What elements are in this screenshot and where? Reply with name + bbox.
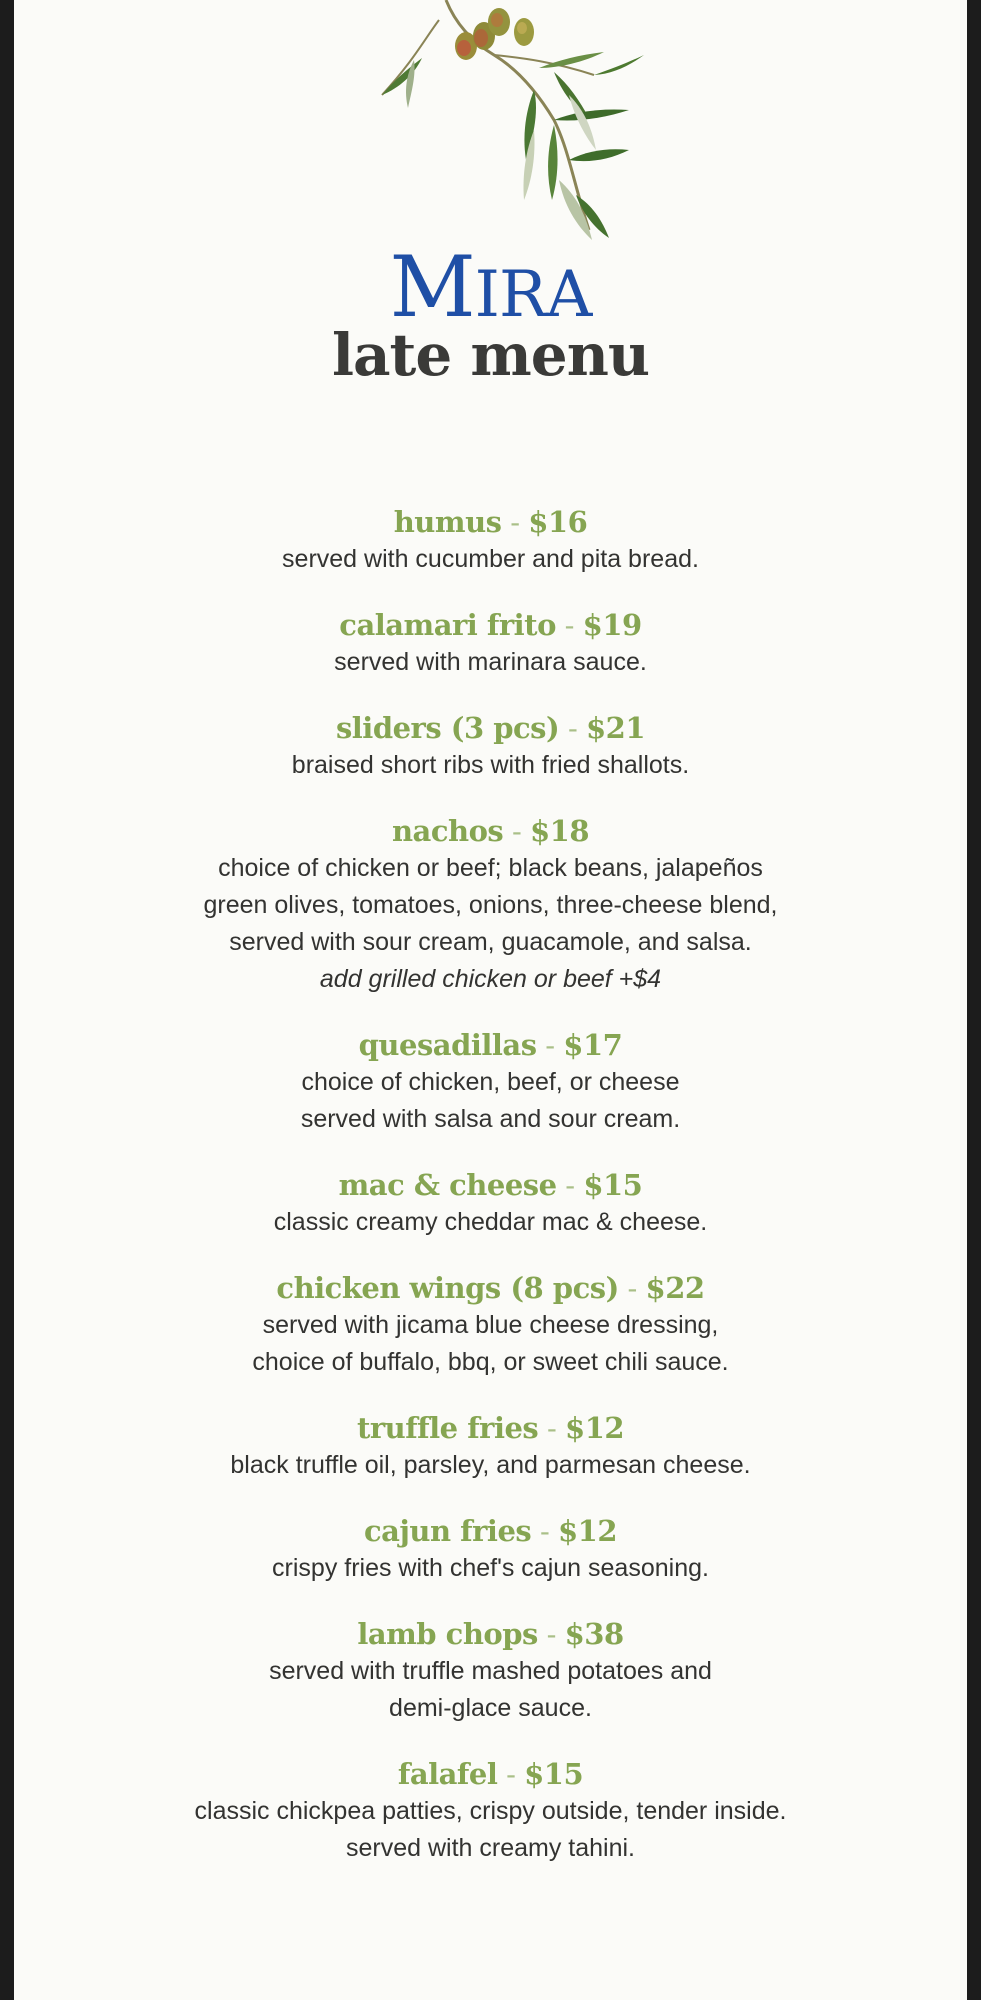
menu-item-separator: - xyxy=(503,814,530,848)
menu-item-separator: - xyxy=(555,608,583,642)
menu-item-name: sliders (3 pcs) xyxy=(335,711,560,745)
menu-item xyxy=(14,1269,967,1381)
menu-list xyxy=(14,503,967,1895)
menu-item xyxy=(14,1166,967,1241)
menu-item xyxy=(14,503,967,578)
menu-item-description: classic chickpea patties, crispy outside, tender inside. xyxy=(194,1797,787,1825)
menu-item-description: choice of chicken or beef; black beans, jalapeños xyxy=(218,854,763,882)
menu-item-title xyxy=(14,1755,967,1793)
menu-item-price: $22 xyxy=(645,1271,705,1305)
menu-item-title xyxy=(14,1615,967,1653)
menu-item-name: falafel xyxy=(397,1757,498,1791)
menu-item-description: served with truffle mashed potatoes and xyxy=(269,1657,712,1685)
menu-item-price: $16 xyxy=(528,505,588,539)
menu-item-description: black truffle oil, parsley, and parmesan cheese. xyxy=(230,1451,751,1479)
menu-item-separator: - xyxy=(531,1514,558,1548)
menu-item-description: served with cucumber and pita bread. xyxy=(282,545,699,573)
menu-item-separator: - xyxy=(537,1617,565,1651)
menu-item-name: truffle fries xyxy=(356,1411,539,1445)
menu-item-description: served with creamy tahini. xyxy=(345,1834,635,1862)
menu-item-separator: - xyxy=(501,505,529,539)
menu-item xyxy=(14,1409,967,1484)
menu-item-description: served with jicama blue cheese dressing, xyxy=(262,1311,719,1339)
menu-item-separator: - xyxy=(497,1757,525,1791)
menu-item-description: green olives, tomatoes, onions, three-cheese blend, xyxy=(203,891,778,919)
menu-item-separator: - xyxy=(618,1271,646,1305)
menu-item-separator: - xyxy=(538,1411,566,1445)
menu-item-description: served with sour cream, guacamole, and salsa. xyxy=(229,928,752,956)
brand-logo-rest: IRA xyxy=(474,258,592,332)
menu-item-price: $21 xyxy=(585,711,646,745)
menu-item-price: $12 xyxy=(557,1514,618,1548)
menu-item xyxy=(14,1615,967,1727)
menu-item-note: add grilled chicken or beef +$4 xyxy=(319,965,662,993)
menu-item-description: served with salsa and sour cream. xyxy=(300,1105,681,1133)
menu-item-name: cajun fries xyxy=(363,1514,532,1548)
menu-item-description: choice of buffalo, bbq, or sweet chili sauce. xyxy=(252,1348,729,1376)
menu-item-name: humus xyxy=(393,505,502,539)
menu-item-description: braised short ribs with fried shallots. xyxy=(291,751,690,779)
menu-title: late menu xyxy=(331,321,650,389)
menu-item xyxy=(14,709,967,784)
menu-item-title xyxy=(14,1026,967,1064)
menu-item xyxy=(14,1755,967,1867)
menu-item-description: crispy fries with chef's cajun seasoning. xyxy=(272,1554,709,1582)
menu-item-price: $15 xyxy=(524,1757,584,1791)
menu-item-title xyxy=(14,606,967,644)
menu-item-title xyxy=(14,709,967,747)
menu-item xyxy=(14,812,967,998)
menu-item-separator: - xyxy=(536,1028,564,1062)
menu-item-price: $15 xyxy=(583,1168,643,1202)
menu-item-description: demi-glace sauce. xyxy=(389,1694,592,1722)
menu-item-description: classic creamy cheddar mac & cheese. xyxy=(273,1208,708,1236)
menu-item-name: mac & cheese xyxy=(338,1168,557,1202)
menu-item-price: $19 xyxy=(582,608,642,642)
menu-item xyxy=(14,1026,967,1138)
menu-item-title xyxy=(14,1512,967,1550)
menu-item-separator: - xyxy=(559,711,586,745)
menu-item-title xyxy=(14,1166,967,1204)
menu-item-name: nachos xyxy=(391,814,504,848)
menu-item xyxy=(14,606,967,681)
brand-logo-initial: M xyxy=(389,238,475,336)
menu-item-price: $38 xyxy=(564,1617,624,1651)
menu-item-price: $12 xyxy=(565,1411,625,1445)
menu-item-title xyxy=(14,1269,967,1307)
menu-item-title xyxy=(14,1409,967,1447)
brand-logo xyxy=(14,238,967,336)
olive-branch-icon xyxy=(354,0,654,270)
menu-item-description: served with marinara sauce. xyxy=(334,648,647,676)
menu-item-name: quesadillas xyxy=(358,1028,537,1062)
menu-item-price: $18 xyxy=(530,814,590,848)
menu-item-description: choice of chicken, beef, or cheese xyxy=(301,1068,680,1096)
menu-page xyxy=(14,0,967,2000)
menu-item-price: $17 xyxy=(563,1028,623,1062)
menu-item-separator: - xyxy=(556,1168,584,1202)
menu-item xyxy=(14,1512,967,1587)
menu-item-name: lamb chops xyxy=(357,1617,538,1651)
menu-item-name: chicken wings (8 pcs) xyxy=(276,1271,619,1305)
menu-item-title xyxy=(14,812,967,850)
menu-item-title xyxy=(14,503,967,541)
menu-item-name: calamari frito xyxy=(339,608,556,642)
